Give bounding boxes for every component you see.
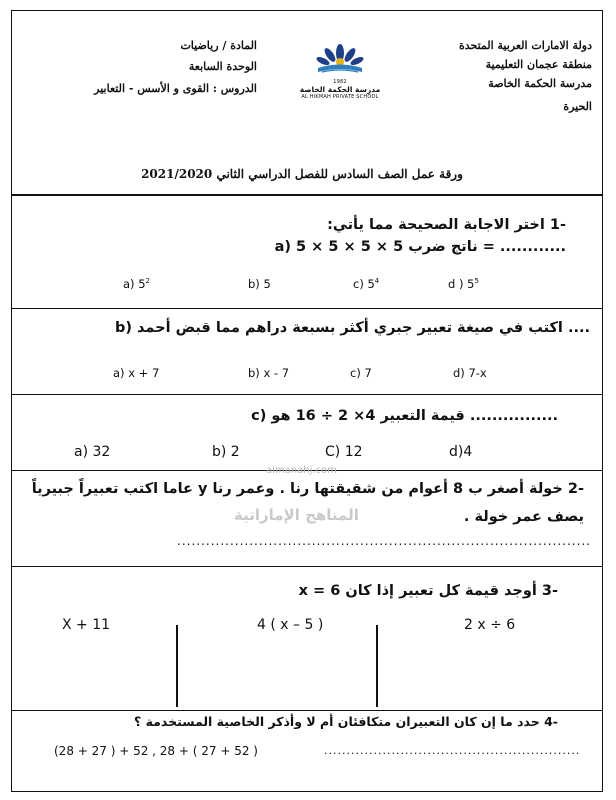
option-base: 5 — [138, 277, 146, 291]
q3-expression-3: X + 11 — [62, 617, 111, 633]
q1c-option-c[interactable]: C) 12 — [325, 444, 363, 460]
q1a-option-d[interactable] — [448, 277, 479, 291]
q1b-option-d[interactable]: d) 7-x — [453, 366, 487, 380]
option-exponent: 4 — [374, 277, 380, 286]
q4-expressions: (28 + 27 ) + 52 , 28 + ( 27 + 52 ) — [54, 744, 258, 758]
logo-emblem-icon — [312, 41, 368, 77]
logo-year: 1982 — [333, 79, 347, 85]
option-exponent: 2 — [145, 277, 150, 286]
option-label: b) — [248, 277, 260, 291]
q1a-option-b[interactable] — [248, 277, 271, 291]
q3-column-divider-left — [176, 625, 178, 707]
q1b-option-b[interactable]: b) x - 7 — [248, 366, 290, 380]
worksheet-title: ورقة عمل الصف السادس للفصل الدراسي الثاني 2021/2020 — [141, 167, 463, 181]
q1b-prompt: b) اكتب في صيغة تعبير جبري أكثر بسبعة دراهم مما قبض أحمد .... — [114, 320, 590, 336]
q1a-divider — [12, 308, 602, 309]
header-left — [52, 39, 257, 101]
q1c-option-b[interactable]: b) 2 — [212, 444, 240, 460]
q3-prompt: -3 أوجد قيمة كل تعبير إذا كان x = 6 — [298, 583, 558, 599]
q2-divider — [12, 566, 602, 567]
header-country: دولة الامارات العربية المتحدة — [458, 39, 592, 52]
watermark-url: almanahj.com — [266, 465, 337, 476]
q3-column-divider-right — [376, 625, 378, 707]
q1a-prompt: a) ناتج ضرب 5 × 5 × 5 × 5 = ............ — [274, 239, 566, 255]
q1c-option-d[interactable]: d)4 — [449, 444, 473, 460]
q2-line1: -2 خولة أصغر ب 8 أعوام من شقيقتها رنا . وعمر رنا y عاما اكتب تعبيراً جبيرياً — [31, 481, 584, 497]
q1b-divider — [12, 394, 602, 395]
q3-expression-2: 4 ( x – 5 ) — [257, 617, 324, 633]
q1a-option-c[interactable] — [353, 277, 379, 291]
title-divider — [12, 194, 602, 196]
q2-line2: يصف عمر خولة . — [463, 509, 584, 525]
watermark-text: المناهج الإماراتية — [234, 506, 359, 524]
option-base: 5 — [467, 277, 475, 291]
header-school: مدرسة الحكمة الخاصة — [488, 77, 592, 90]
header-city: الحيرة — [563, 100, 592, 113]
option-label: a) — [123, 277, 135, 291]
header-subject: المادة / رياضيات — [180, 39, 257, 52]
q1b-option-a[interactable]: a) x + 7 — [113, 366, 160, 380]
option-base: 5 — [367, 277, 375, 291]
worksheet-page — [11, 10, 603, 792]
header-right — [459, 39, 592, 119]
logo-arabic-name: مدرسة الحكمة الخاصة — [299, 85, 381, 94]
school-logo — [295, 41, 385, 109]
option-base: 5 — [263, 277, 271, 291]
q1b-option-c[interactable]: c) 7 — [350, 366, 372, 380]
q4-answer-line[interactable]: ......................................................... — [324, 744, 581, 757]
option-label: c) — [353, 277, 364, 291]
q2-answer-line[interactable]: ...................................................................................... — [177, 534, 592, 548]
q4-prompt: -4 حدد ما إن كان التعبيران متكافئان أم لا وأذكر الخاصية المستخدمة ؟ — [133, 714, 558, 729]
header-unit: الوحدة السابعة — [188, 60, 257, 73]
header-lessons: الدروس : القوى و الأسس - التعابير — [94, 82, 257, 95]
q1c-prompt: c) قيمة التعبير 4× 2 ÷ 16 هو ................ — [251, 408, 558, 424]
header-region: منطقة عجمان التعليمية — [485, 58, 592, 71]
option-exponent: 5 — [474, 277, 479, 286]
q3-divider — [12, 710, 602, 711]
q3-expression-1: 2 x ÷ 6 — [464, 617, 516, 633]
q1-intro: -1 اختر الاجابة الصحيحة مما يأتي: — [327, 217, 566, 233]
q1c-option-a[interactable]: a) 32 — [74, 444, 111, 460]
logo-english-name: AL HIKMAH PRIVATE SCHOOL — [301, 94, 379, 100]
q1a-option-a[interactable] — [123, 277, 150, 291]
option-label: d ) — [448, 277, 464, 291]
